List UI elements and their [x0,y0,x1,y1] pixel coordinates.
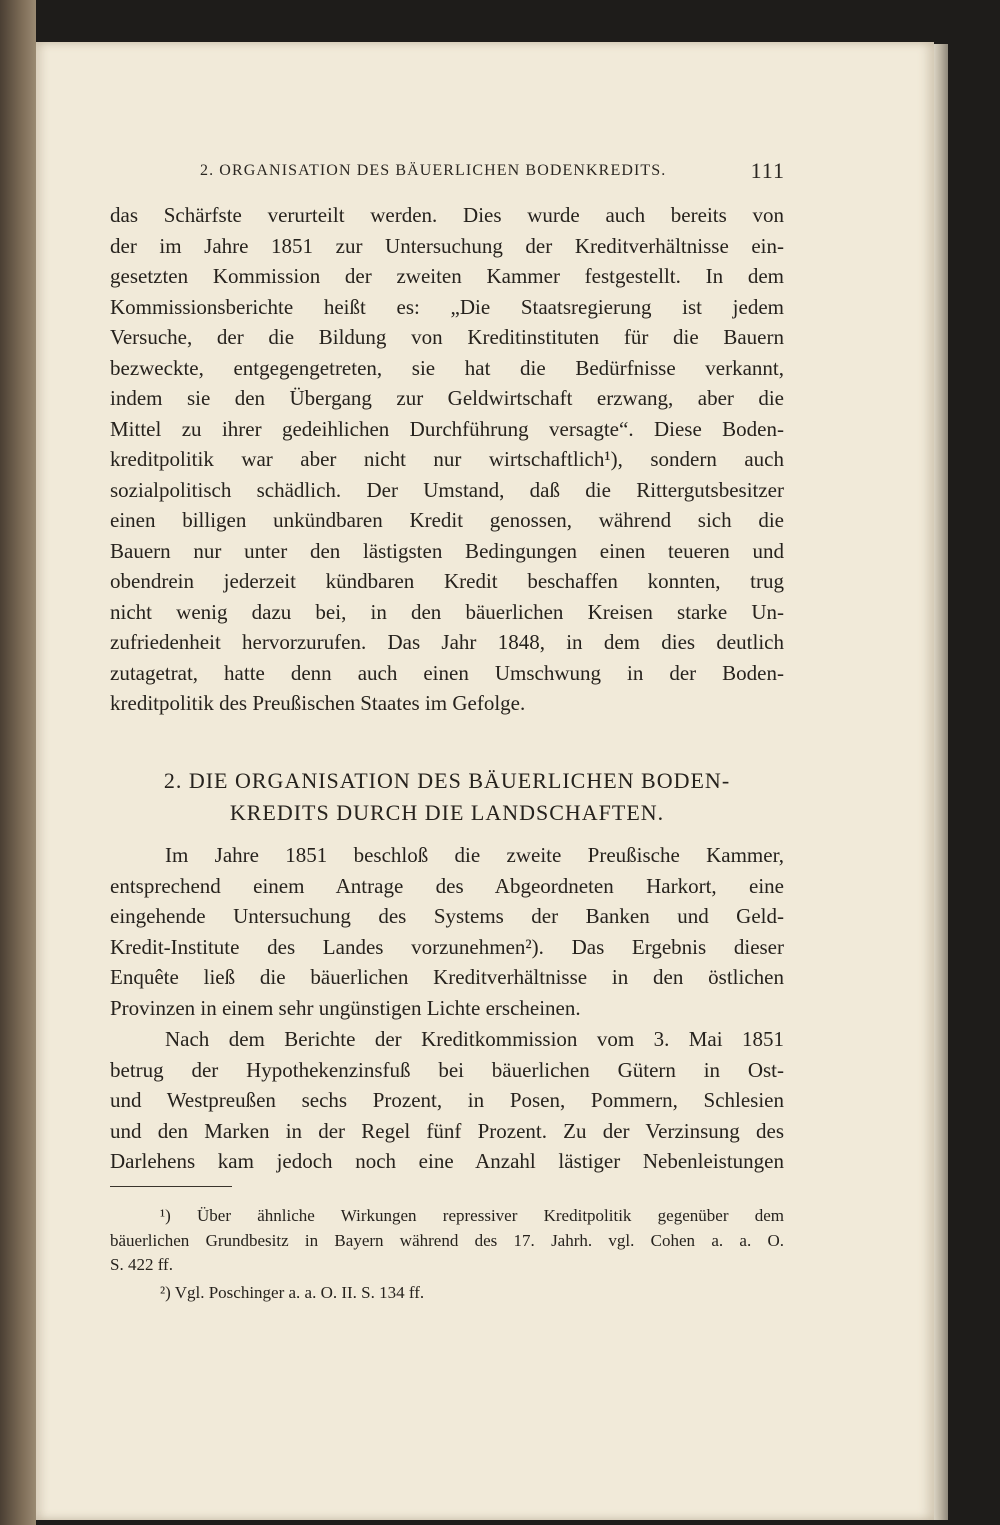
adjacent-page-edge [0,0,36,1525]
page-number: 111 [750,158,785,183]
paragraph-1 [110,200,784,719]
text-line: der im Jahre 1851 zur Untersuchung der Kreditverhältnisse ein- [110,233,784,258]
text-line: eingehende Untersuchung des Systems der Banken und Geld- [110,904,784,928]
text-line: entsprechend einem Antrage des Abgeordneten Harkort, eine [110,873,784,898]
text-line: Im Jahre 1851 beschloß die zweite Preußische Kammer, [165,843,784,867]
text-line: kreditpolitik war aber nicht nur wirtschaftlich¹), sondern auch [110,447,784,471]
footnote-line: ²) Vgl. Poschinger a. a. O. II. S. 134 ff. [160,1282,425,1302]
paragraph-2 [110,840,784,1023]
text-line: kreditpolitik des Preußischen Staates im Gefolge. [110,691,526,715]
section-heading [110,765,784,829]
section-heading-line: KREDITS DURCH DIE LANDSCHAFTEN. [229,800,665,825]
running-head [200,160,785,186]
text-line: obendrein jederzeit kündbaren Kredit beschaffen konnten, trug [110,569,784,593]
section-heading-line: 2. DIE ORGANISATION DES BÄUERLICHEN BODEN- [163,768,731,793]
text-line: zutagetrat, hatte denn auch einen Umschwung in der Boden- [110,660,784,685]
text-line: Enquête ließ die bäuerlichen Kreditverhältnisse in den östlichen [110,965,784,989]
footnotes [110,1204,784,1305]
text-line: einen billigen unkündbaren Kredit genossen, während sich die [110,508,784,532]
text-line: Bauern nur unter den lästigsten Bedingungen einen teueren und [110,538,784,563]
text-line: und den Marken in der Regel fünf Prozent. Zu der Verzinsung des [110,1118,784,1143]
text-line: Kommissionsberichte heißt es: „Die Staatsregierung ist jedem [110,294,784,319]
text-line: und Westpreußen sechs Prozent, in Posen, Pommern, Schlesien [110,1088,784,1112]
text-line: nicht wenig dazu bei, in den bäuerlichen Kreisen starke Un- [110,599,784,624]
text-line: Provinzen in einem sehr ungünstigen Lichte erscheinen. [110,995,581,1020]
running-title: 2. ORGANISATION DES BÄUERLICHEN BODENKREDITS. [200,162,667,179]
text-line: bezweckte, entgegengetreten, sie hat die Bedürfnisse verkannt, [110,355,784,380]
text-line: Mittel zu ihrer gedeihlichen Durchführung versagte“. Diese Boden- [110,416,784,441]
text-line: indem sie den Übergang zur Geldwirtschaft erzwang, aber die [110,386,784,410]
footnote-line: bäuerlichen Grundbesitz in Bayern während des 17. Jahrh. vgl. Cohen a. a. O. [110,1230,784,1250]
text-line: sozialpolitisch schädlich. Der Umstand, daß die Rittergutsbesitzer [110,477,784,502]
text-line: Kredit-Institute des Landes vorzunehmen²). Das Ergebnis dieser [110,934,784,959]
text-line: zufriedenheit hervorzurufen. Das Jahr 1848, in dem dies deutlich [110,630,784,654]
text-line: Darlehens kam jedoch noch eine Anzahl lästiger Nebenleistungen [110,1149,784,1173]
text-line: Versuche, der die Bildung von Kreditinstituten für die Bauern [110,325,784,349]
footnote-line: ¹) Über ähnliche Wirkungen repressiver Kreditpolitik gegenüber dem [160,1206,784,1225]
text-line: gesetzten Kommission der zweiten Kammer festgestellt. In dem [110,264,784,288]
page-stack-edge [934,44,948,1520]
footnote-divider [110,1186,232,1187]
text-line: Nach dem Berichte der Kreditkommission vom 3. Mai 1851 [165,1027,784,1051]
text-line: das Schärfste verurteilt werden. Dies wurde auch bereits von [110,203,784,227]
footnote-line: S. 422 ff. [110,1255,173,1274]
paragraph-3 [110,1024,784,1177]
text-line: betrug der Hypothekenzinsfuß bei bäuerlichen Gütern in Ost- [110,1057,784,1082]
